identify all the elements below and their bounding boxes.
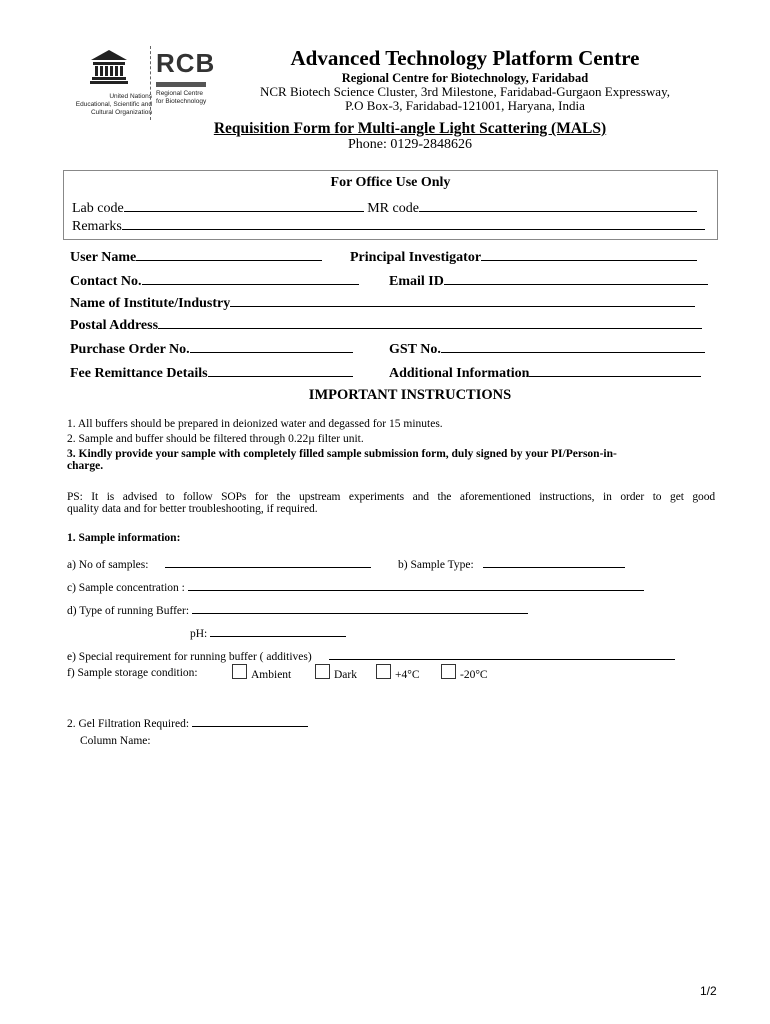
ps-note: PS: It is advised to follow SOPs for the upstream experiments and the aforementioned instructions, in order to get good quality data and for better troubleshooting, if required. <box>67 491 715 515</box>
email-row <box>389 270 708 290</box>
column-name-label: Column Name: <box>80 735 151 747</box>
office-row-codes <box>72 197 697 217</box>
instructions-heading: IMPORTANT INSTRUCTIONS <box>308 387 512 403</box>
pi-field[interactable] <box>481 246 697 261</box>
user-name-row <box>70 246 322 266</box>
pi-label: Principal Investigator <box>350 250 482 265</box>
minus20c-label: -20°C <box>460 669 488 681</box>
po-label: Purchase Order No. <box>70 342 190 357</box>
sample-type-row <box>398 553 625 571</box>
mr-code-label: MR code <box>367 201 419 216</box>
buffer-row <box>67 599 528 617</box>
rcb-caption: Regional Centre for Biotechnology <box>156 90 207 105</box>
pi-row <box>350 246 697 266</box>
minus20c-checkbox[interactable] <box>441 664 456 679</box>
ph-label: pH: <box>190 628 208 640</box>
office-use-box <box>63 170 718 240</box>
gel-filtration-field[interactable] <box>192 712 308 727</box>
instruction-3: 3. Kindly provide your sample with completely filled sample submission form, duly signed by your PI/Person-in- charge. <box>67 448 617 472</box>
special-field[interactable] <box>329 645 675 660</box>
additional-label: Additional Information <box>389 366 530 381</box>
contact-row <box>70 270 359 290</box>
logo-divider <box>150 46 151 120</box>
postal-row <box>70 314 702 334</box>
page-subtitle: Regional Centre for Biotechnology, Faridabad <box>341 71 589 85</box>
rcb-hindi-bar <box>156 82 206 87</box>
concentration-row <box>67 576 644 594</box>
buffer-field[interactable] <box>192 599 528 614</box>
sample-type-field[interactable] <box>483 553 625 568</box>
institute-row <box>70 292 695 312</box>
dark-label: Dark <box>334 669 357 681</box>
ph-field[interactable] <box>210 622 346 637</box>
concentration-field[interactable] <box>188 576 644 591</box>
user-name-field[interactable] <box>136 246 322 261</box>
phone-number: Phone: 0129-2848626 <box>347 137 473 152</box>
po-row <box>70 338 353 358</box>
gel-filtration-row <box>67 712 308 730</box>
fee-row <box>70 362 353 382</box>
no-samples-label: a) No of samples: <box>67 559 149 571</box>
concentration-label: c) Sample concentration : <box>67 582 185 594</box>
institute-field[interactable] <box>230 292 695 307</box>
lab-code-label: Lab code <box>72 201 124 216</box>
storage-dark[interactable] <box>315 664 357 681</box>
plus4c-checkbox[interactable] <box>376 664 391 679</box>
additional-field[interactable] <box>529 362 701 377</box>
postal-label: Postal Address <box>70 318 159 333</box>
unesco-temple-icon <box>89 48 129 86</box>
storage-label: f) Sample storage condition: <box>67 667 198 679</box>
storage-minus20c[interactable] <box>441 664 488 681</box>
remarks-label: Remarks <box>72 219 122 234</box>
office-row-remarks <box>72 215 705 235</box>
sample-type-label: b) Sample Type: <box>398 559 474 571</box>
sample-info-heading: 1. Sample information: <box>67 532 181 544</box>
ambient-checkbox[interactable] <box>232 664 247 679</box>
institute-label: Name of Institute/Industry <box>70 296 231 311</box>
gel-filtration-label: 2. Gel Filtration Required: <box>67 718 190 730</box>
special-row <box>67 645 675 663</box>
user-name-label: User Name <box>70 250 137 265</box>
instruction-2: 2. Sample and buffer should be filtered through 0.22µ filter unit. <box>67 433 364 445</box>
email-label: Email ID <box>389 274 444 289</box>
office-use-title: For Office Use Only <box>330 175 451 190</box>
storage-ambient[interactable] <box>232 664 291 681</box>
no-samples-field[interactable] <box>165 553 371 568</box>
contact-field[interactable] <box>142 270 359 285</box>
fee-label: Fee Remittance Details <box>70 366 208 381</box>
mr-code-field[interactable] <box>419 197 697 212</box>
special-label: e) Special requirement for running buffer ( additives) <box>67 651 312 663</box>
instruction-1: 1. All buffers should be prepared in deionized water and degassed for 15 minutes. <box>67 418 443 430</box>
lab-code-field[interactable] <box>124 197 364 212</box>
no-samples-row <box>67 553 371 571</box>
unesco-logo <box>66 48 152 117</box>
rcb-logo <box>156 48 226 106</box>
fee-field[interactable] <box>208 362 353 377</box>
storage-4c[interactable] <box>376 664 420 681</box>
unesco-caption: United Nations Educational, Scientific and Cultural Organization <box>75 93 152 116</box>
contact-label: Contact No. <box>70 274 142 289</box>
ambient-label: Ambient <box>251 669 292 681</box>
storage-row <box>67 667 198 679</box>
buffer-label: d) Type of running Buffer: <box>67 605 190 617</box>
address-line-1: NCR Biotech Science Cluster, 3rd Milestone, Faridabad-Gurgaon Expressway, <box>260 84 670 99</box>
email-field[interactable] <box>444 270 708 285</box>
form-title: Requisition Form for Multi-angle Light Scattering (MALS) <box>213 120 607 137</box>
page-title: Advanced Technology Platform Centre <box>290 46 640 70</box>
ph-row <box>190 622 346 640</box>
postal-field[interactable] <box>158 314 702 329</box>
additional-row <box>389 362 701 382</box>
rcb-logo-mark: RCB <box>156 48 216 78</box>
dark-checkbox[interactable] <box>315 664 330 679</box>
plus4c-label: +4°C <box>395 669 420 681</box>
remarks-field[interactable] <box>122 215 705 230</box>
gst-label: GST No. <box>389 342 441 357</box>
po-field[interactable] <box>190 338 353 353</box>
address-line-2: P.O Box-3, Faridabad-121001, Haryana, India <box>345 98 585 113</box>
page-number: 1/2 <box>700 984 717 998</box>
gst-row <box>389 338 705 358</box>
gst-field[interactable] <box>441 338 705 353</box>
